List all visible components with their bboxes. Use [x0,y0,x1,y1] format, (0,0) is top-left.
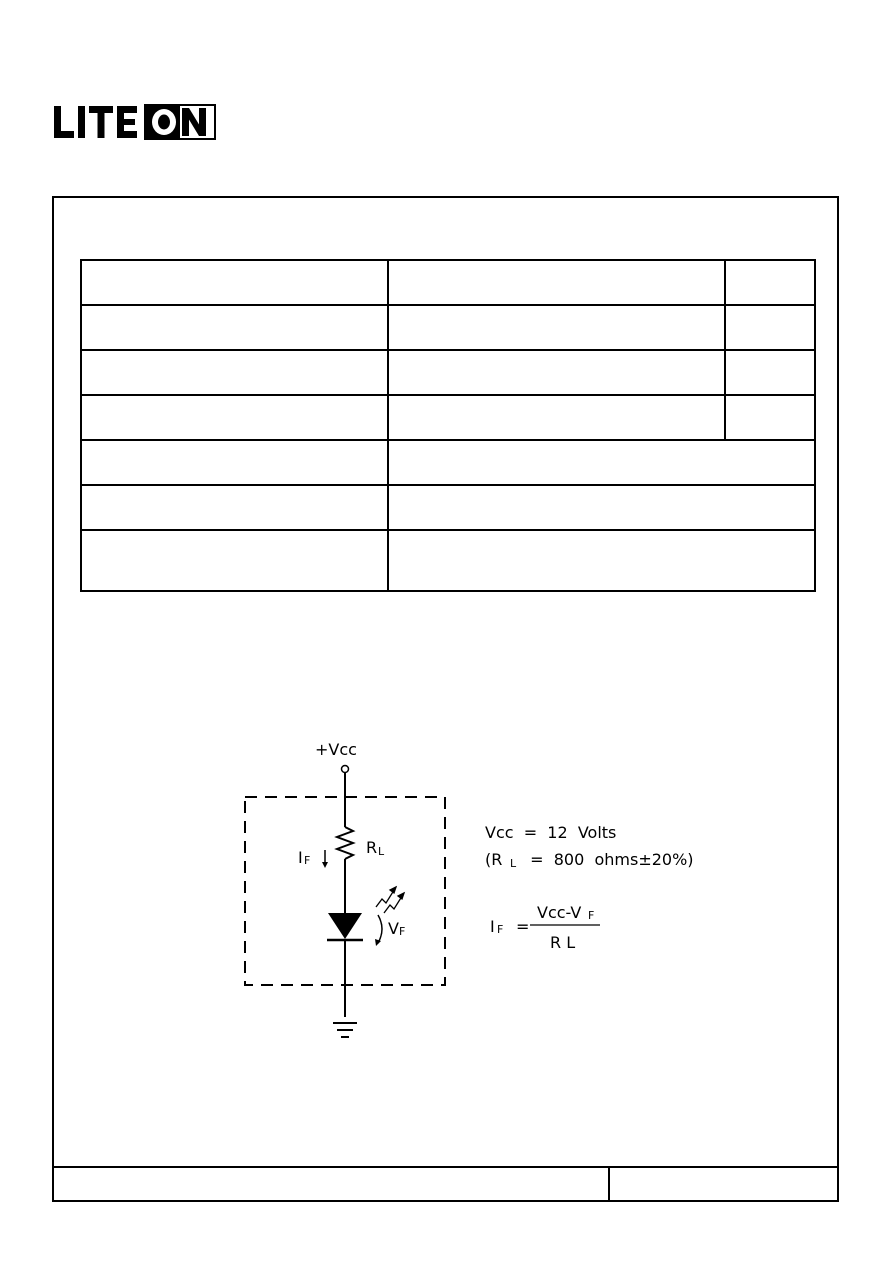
led-diode-icon [328,913,362,939]
rl-spec: = 800 ohms±20%) [520,850,694,869]
voltage-label: V [388,919,399,938]
resistor-symbol [337,827,353,859]
spec-table [80,259,816,592]
table-row-divider [82,484,814,486]
table-row-divider [82,394,814,396]
ground-icon [333,1023,357,1037]
formula-lhs-sub: F [497,923,504,936]
formula-lhs: I [490,917,495,936]
table-row-divider [82,349,814,351]
formula-numerator: Vcc-V [537,903,582,922]
formula-equals: = [516,917,530,936]
vcc-spec: Vcc = 12 Volts [485,823,617,842]
footer-cell-divider [608,1166,610,1202]
test-circuit-diagram [230,735,700,1055]
current-label: I [298,848,303,867]
rl-spec-open: (R [485,850,503,869]
table-row-divider [82,304,814,306]
liteon-logo [54,104,218,140]
resistor-sub: L [378,845,385,858]
light-emission-icon [376,887,404,913]
table-row-divider [82,529,814,531]
current-sub: F [304,854,311,867]
voltage-sub: F [399,925,406,938]
supply-label: +Vcc [315,740,357,759]
table-col-divider [724,261,726,439]
resistor-label: R [366,838,378,857]
formula-numerator-sub: F [588,909,595,922]
table-row-divider [82,439,814,441]
rl-spec-sub: L [510,857,517,870]
current-arrow-icon [322,862,328,868]
footer-divider [54,1166,837,1168]
logo-text: LITEON [54,104,58,105]
formula-denominator: R L [550,933,576,952]
table-col-divider [387,261,389,592]
